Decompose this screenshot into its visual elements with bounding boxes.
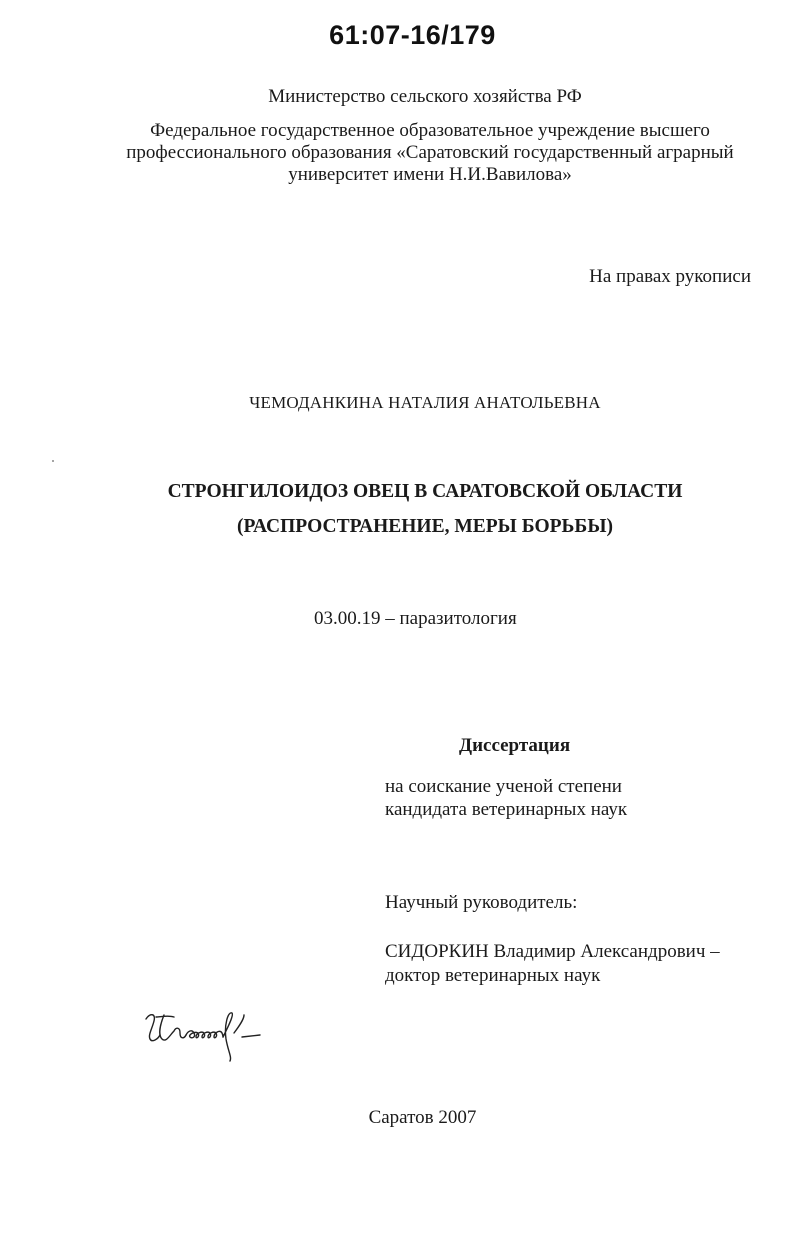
dissertation-label: Диссертация	[459, 735, 571, 756]
advisor-info	[385, 940, 720, 988]
dissertation-title	[0, 474, 795, 544]
specialty-code: 03.00.19 – паразитология	[314, 608, 517, 629]
scan-speck	[52, 460, 54, 462]
author-name: ЧЕМОДАНКИНА НАТАЛИЯ АНАТОЛЬЕВНА	[249, 393, 601, 412]
ministry-name: Министерство сельского хозяйства РФ	[268, 86, 582, 107]
degree-line: кандидата ветеринарных наук	[385, 799, 628, 820]
handwritten-signature	[140, 1005, 280, 1065]
title-line: (РАСПРОСТРАНЕНИЕ, МЕРЫ БОРЬБЫ)	[237, 516, 613, 537]
advisor-name: СИДОРКИН Владимир Александрович –	[385, 941, 720, 962]
institution-line: университет имени Н.И.Вавилова»	[288, 164, 572, 185]
advisor-label: Научный руководитель:	[385, 892, 578, 913]
institution-name	[100, 120, 760, 186]
institution-line: профессионального образования «Саратовский государственный аграрный	[126, 142, 734, 163]
title-line: СТРОНГИЛОИДОЗ ОВЕЦ В САРАТОВСКОЙ ОБЛАСТИ	[167, 481, 683, 502]
archive-code: 61:07-16/179	[329, 20, 496, 50]
advisor-degree: доктор ветеринарных наук	[385, 965, 601, 986]
manuscript-rights: На правах рукописи	[589, 266, 751, 287]
city-year: Саратов 2007	[368, 1107, 477, 1128]
degree-sought	[385, 775, 627, 821]
institution-line: Федеральное государственное образовательное учреждение высшего	[150, 120, 710, 141]
degree-line: на соискание ученой степени	[385, 776, 622, 797]
